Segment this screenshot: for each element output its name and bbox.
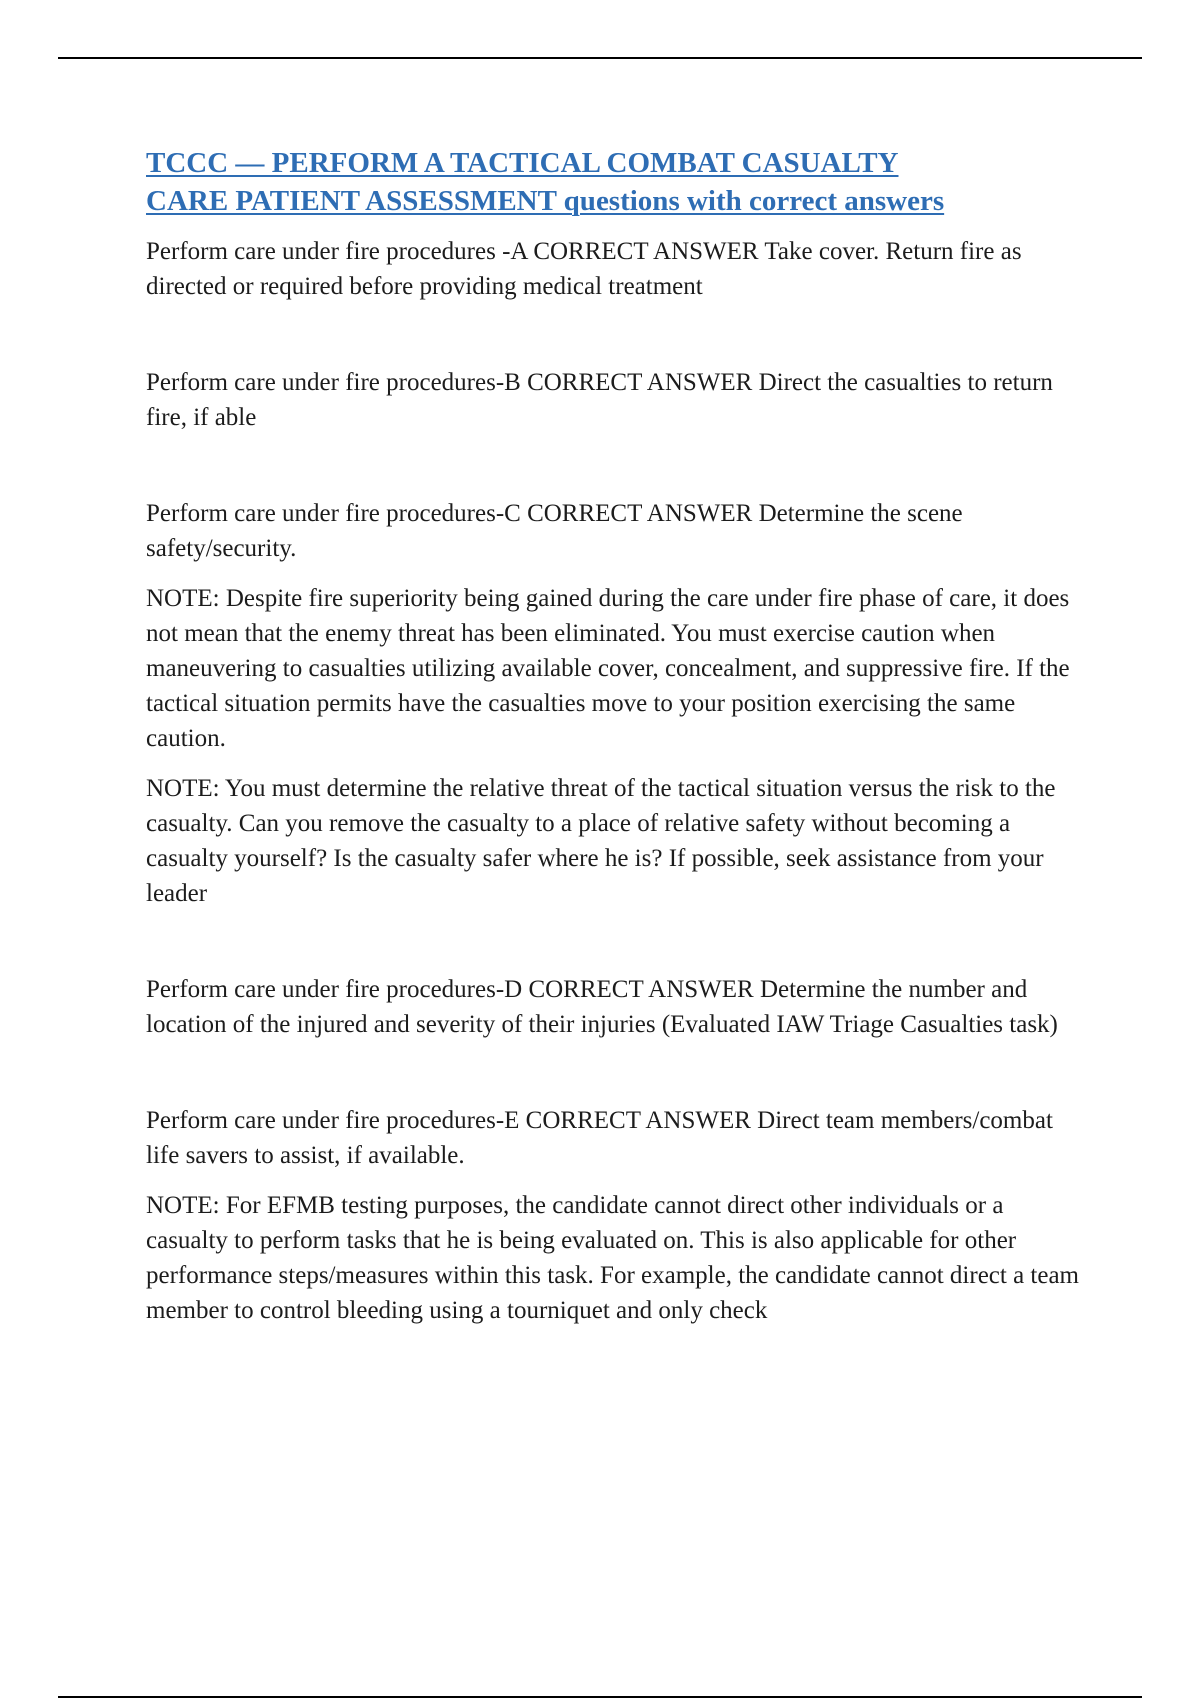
qa-item-b: Perform care under fire procedures-B CORRECT ANSWER Direct the casualties to return fire, if able	[146, 369, 1053, 431]
qa-item-c: Perform care under fire procedures-C CORRECT ANSWER Determine the scene safety/security.	[146, 500, 963, 562]
header-rule	[58, 57, 1142, 59]
note-paragraph-2: NOTE: You must determine the relative threat of the tactical situation versus the risk to the casualty. Can you remove the casualty to a place of relative safety without becoming a casualty yourself? Is the casualty safer where he is? If possible, seek assistance from your leader	[146, 775, 1056, 907]
title-line-2: CARE PATIENT ASSESSMENT questions with correct answers	[146, 185, 945, 217]
footer-rule	[58, 1696, 1142, 1698]
qa-item-d: Perform care under fire procedures-D CORRECT ANSWER Determine the number and location of the injured and severity of their injuries (Evaluated IAW Triage Casualties task)	[146, 976, 1058, 1038]
document-body	[146, 144, 1086, 1343]
note-paragraph-1: NOTE: Despite fire superiority being gained during the care under fire phase of care, it does not mean that the enemy threat has been eliminated. You must exercise caution when maneuvering to casualties utilizing available cover, concealment, and suppressive fire. If the tactical situation permits have the casualties move to your position exercising the same caution.	[146, 585, 1070, 752]
title-line-1: TCCC — PERFORM A TACTICAL COMBAT CASUALTY	[146, 147, 899, 179]
document-title-link[interactable]	[146, 144, 1086, 220]
qa-item-e: Perform care under fire procedures-E CORRECT ANSWER Direct team members/combat life savers to assist, if available.	[146, 1107, 1053, 1169]
note-paragraph-3: NOTE: For EFMB testing purposes, the candidate cannot direct other individuals or a casualty to perform tasks that he is being evaluated on. This is also applicable for other performance steps/measures within this task. For example, the candidate cannot direct a team member to control bleeding using a tourniquet and only check	[146, 1192, 1080, 1324]
qa-item-a: Perform care under fire procedures -A CORRECT ANSWER Take cover. Return fire as directed or required before providing medical treatment	[146, 238, 1022, 300]
